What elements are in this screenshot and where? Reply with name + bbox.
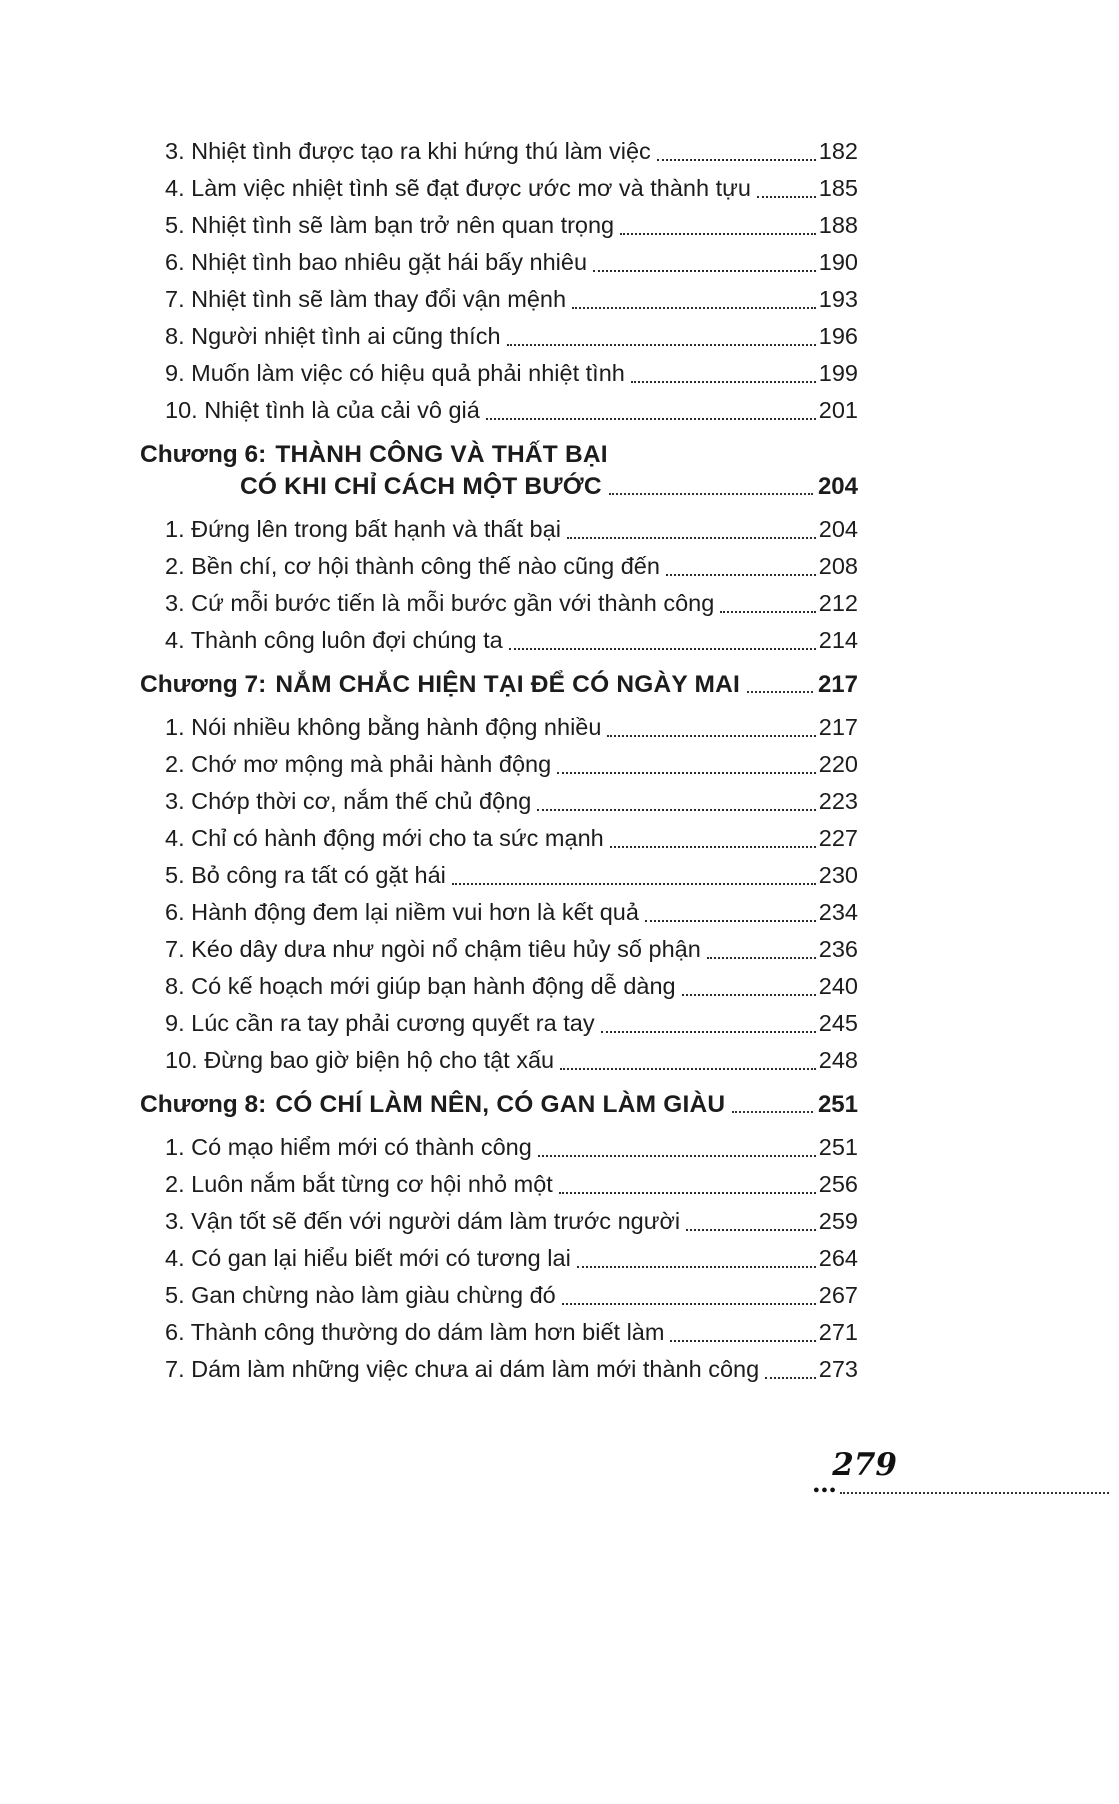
toc-item	[140, 857, 858, 894]
dot-leader	[601, 1031, 816, 1033]
toc-item	[140, 281, 858, 318]
toc-item-label: 10. Đừng bao giờ biện hộ cho tật xấu	[165, 1047, 555, 1073]
chapter-title: THÀNH CÔNG VÀ THẤT BẠI	[275, 441, 608, 468]
dot-leader	[486, 418, 816, 420]
toc-item	[140, 709, 858, 746]
page-number: 279	[832, 1447, 897, 1483]
toc-item	[140, 207, 858, 244]
toc-item-label: 9. Muốn làm việc có hiệu quả phải nhiệt tình	[165, 360, 625, 386]
chapter-prefix: Chương 7:	[140, 671, 267, 698]
toc-item	[140, 511, 858, 548]
toc-item-label: 5. Nhiệt tình sẽ làm bạn trở nên quan trọng	[165, 212, 615, 238]
toc-item	[140, 1129, 858, 1166]
dot-leader	[620, 233, 816, 235]
toc-item	[140, 894, 858, 931]
toc-item-page: 245	[818, 1010, 858, 1036]
toc-item-page: 240	[818, 973, 858, 999]
dot-leader	[572, 307, 816, 309]
toc-item	[140, 1166, 858, 1203]
dot-leader	[593, 270, 816, 272]
chapter-title-line-2	[140, 471, 858, 503]
toc-item-page: 230	[818, 862, 858, 888]
dot-leader	[560, 1068, 816, 1070]
toc-item-page: 271	[818, 1319, 858, 1345]
toc-item	[140, 931, 858, 968]
chapter-prefix: Chương 8:	[140, 1091, 267, 1118]
toc-item	[140, 820, 858, 857]
chapter-title-line	[140, 669, 858, 701]
toc-item-page: 193	[818, 286, 858, 312]
dot-leader	[732, 1111, 813, 1113]
toc-item-label: 2. Chớ mơ mộng mà phải hành động	[165, 751, 552, 777]
toc-item-page: 196	[818, 323, 858, 349]
dot-leader	[682, 994, 816, 996]
toc-item-page: 208	[818, 553, 858, 579]
toc-item-page: 220	[818, 751, 858, 777]
chapter-page-number: 251	[817, 1091, 858, 1118]
toc-item-label: 4. Thành công luôn đợi chúng ta	[165, 627, 503, 653]
dot-leader	[509, 648, 816, 650]
toc-item-label: 6. Thành công thường do dám làm hơn biết làm	[165, 1319, 665, 1345]
dot-leader	[559, 1192, 816, 1194]
toc-item-label: 3. Chớp thời cơ, nắm thế chủ động	[165, 788, 532, 814]
dot-leader	[610, 846, 816, 848]
toc-item-page: 264	[818, 1245, 858, 1271]
toc-item-label: 7. Nhiệt tình sẽ làm thay đổi vận mệnh	[165, 286, 567, 312]
toc-item-label: 1. Có mạo hiểm mới có thành công	[165, 1134, 532, 1160]
toc-item	[140, 355, 858, 392]
dot-leader	[666, 574, 816, 576]
chapter-title-line	[140, 1089, 858, 1121]
chapter-entry	[140, 1089, 858, 1121]
toc-item-label: 7. Dám làm những việc chưa ai dám làm mới thành công	[165, 1356, 760, 1382]
toc-item	[140, 392, 858, 429]
dot-leader	[670, 1340, 815, 1342]
toc-item	[140, 244, 858, 281]
dot-leader	[537, 809, 815, 811]
toc-item-page: 214	[818, 627, 858, 653]
chapter-entry	[140, 669, 858, 701]
dot-leader	[609, 493, 813, 495]
toc-item-page: 204	[818, 516, 858, 542]
toc-item	[140, 585, 858, 622]
toc-item-page: 251	[818, 1134, 858, 1160]
toc-item-page: 185	[818, 175, 858, 201]
toc-item-page: 201	[818, 397, 858, 423]
toc-item-page: 248	[818, 1047, 858, 1073]
toc-item-label: 2. Bền chí, cơ hội thành công thế nào cũng đến	[165, 553, 660, 579]
toc-item	[140, 548, 858, 585]
toc-item-label: 4. Chỉ có hành động mới cho ta sức mạnh	[165, 825, 604, 851]
toc-item	[140, 170, 858, 207]
toc-item-label: 6. Hành động đem lại niềm vui hơn là kết quả	[165, 899, 639, 925]
dot-leader	[577, 1266, 816, 1268]
dot-leader	[557, 772, 816, 774]
footer-dotted-rule	[813, 1485, 1109, 1496]
toc-item-label: 3. Cứ mỗi bước tiến là mỗi bước gần với thành công	[165, 590, 715, 616]
toc-item-label: 5. Gan chừng nào làm giàu chừng đó	[165, 1282, 556, 1308]
dot-leader	[720, 611, 815, 613]
chapter-page-number: 217	[817, 671, 858, 698]
toc-item-label: 10. Nhiệt tình là của cải vô giá	[165, 397, 480, 423]
dot-leader	[452, 883, 816, 885]
toc-item	[140, 746, 858, 783]
footer-dots-icon: ●●●	[813, 1484, 838, 1496]
toc-item-label: 1. Nói nhiều không bằng hành động nhiều	[165, 714, 602, 740]
dot-leader	[645, 920, 816, 922]
toc-item	[140, 133, 858, 170]
chapter-title: CÓ KHI CHỈ CÁCH MỘT BƯỚC	[240, 473, 602, 500]
dot-leader	[765, 1377, 816, 1379]
toc-item	[140, 1042, 858, 1079]
page-footer	[799, 1447, 1119, 1496]
toc-item-page: 188	[818, 212, 858, 238]
toc-item-label: 4. Làm việc nhiệt tình sẽ đạt được ước mơ và thành tựu	[165, 175, 751, 201]
toc-item-label: 3. Nhiệt tình được tạo ra khi hứng thú làm việc	[165, 138, 651, 164]
toc-item-label: 5. Bỏ công ra tất có gặt hái	[165, 862, 446, 888]
toc-item-label: 8. Người nhiệt tình ai cũng thích	[165, 323, 501, 349]
toc-item-page: 256	[818, 1171, 858, 1197]
dot-leader	[567, 537, 816, 539]
toc-item	[140, 783, 858, 820]
toc-item	[140, 1277, 858, 1314]
toc-item-page: 227	[818, 825, 858, 851]
toc-item-label: 4. Có gan lại hiểu biết mới có tương lai	[165, 1245, 571, 1271]
chapter-prefix: Chương 6:	[140, 441, 267, 468]
chapter-title-line-1	[140, 439, 858, 471]
chapter-page-number: 204	[817, 473, 858, 500]
toc-item-page: 212	[818, 590, 858, 616]
toc-item-label: 1. Đứng lên trong bất hạnh và thất bại	[165, 516, 561, 542]
toc-item-label: 9. Lúc cần ra tay phải cương quyết ra tay	[165, 1010, 595, 1036]
toc-item	[140, 622, 858, 659]
dot-leader	[657, 159, 816, 161]
toc-item-page: 267	[818, 1282, 858, 1308]
toc-item-label: 6. Nhiệt tình bao nhiêu gặt hái bấy nhiêu	[165, 249, 588, 275]
toc-item-page: 236	[818, 936, 858, 962]
toc-item-page: 217	[818, 714, 858, 740]
dot-leader	[747, 691, 813, 693]
toc-item	[140, 1203, 858, 1240]
toc-item	[140, 1005, 858, 1042]
toc-item	[140, 1314, 858, 1351]
toc-item-label: 3. Vận tốt sẽ đến với người dám làm trước người	[165, 1208, 681, 1234]
toc-item-page: 190	[818, 249, 858, 275]
dot-leader	[538, 1155, 816, 1157]
dot-leader	[507, 344, 816, 346]
toc-item	[140, 1240, 858, 1277]
toc-item-page: 259	[818, 1208, 858, 1234]
dot-leader	[607, 735, 815, 737]
footer-dot-line	[840, 1492, 1109, 1494]
toc-item	[140, 968, 858, 1005]
dot-leader	[707, 957, 816, 959]
toc-item-label: 7. Kéo dây dưa như ngòi nổ chậm tiêu hủy số phận	[165, 936, 701, 962]
chapter-title: NẮM CHẮC HIỆN TẠI ĐỂ CÓ NGÀY MAI	[275, 671, 740, 698]
toc-item-label: 8. Có kế hoạch mới giúp bạn hành động dễ dàng	[165, 973, 676, 999]
dot-leader	[631, 381, 816, 383]
toc-item	[140, 1351, 858, 1388]
toc-item-page: 199	[818, 360, 858, 386]
toc-list	[140, 133, 858, 1388]
dot-leader	[562, 1303, 816, 1305]
toc-item	[140, 318, 858, 355]
dot-leader	[757, 196, 816, 198]
toc-item-label: 2. Luôn nắm bắt từng cơ hội nhỏ một	[165, 1171, 553, 1197]
toc-item-page: 234	[818, 899, 858, 925]
chapter-title: CÓ CHÍ LÀM NÊN, CÓ GAN LÀM GIÀU	[275, 1091, 726, 1118]
toc-item-page: 273	[818, 1356, 858, 1382]
toc-item-page: 223	[818, 788, 858, 814]
toc-item-page: 182	[818, 138, 858, 164]
chapter-entry	[140, 439, 858, 503]
dot-leader	[686, 1229, 816, 1231]
